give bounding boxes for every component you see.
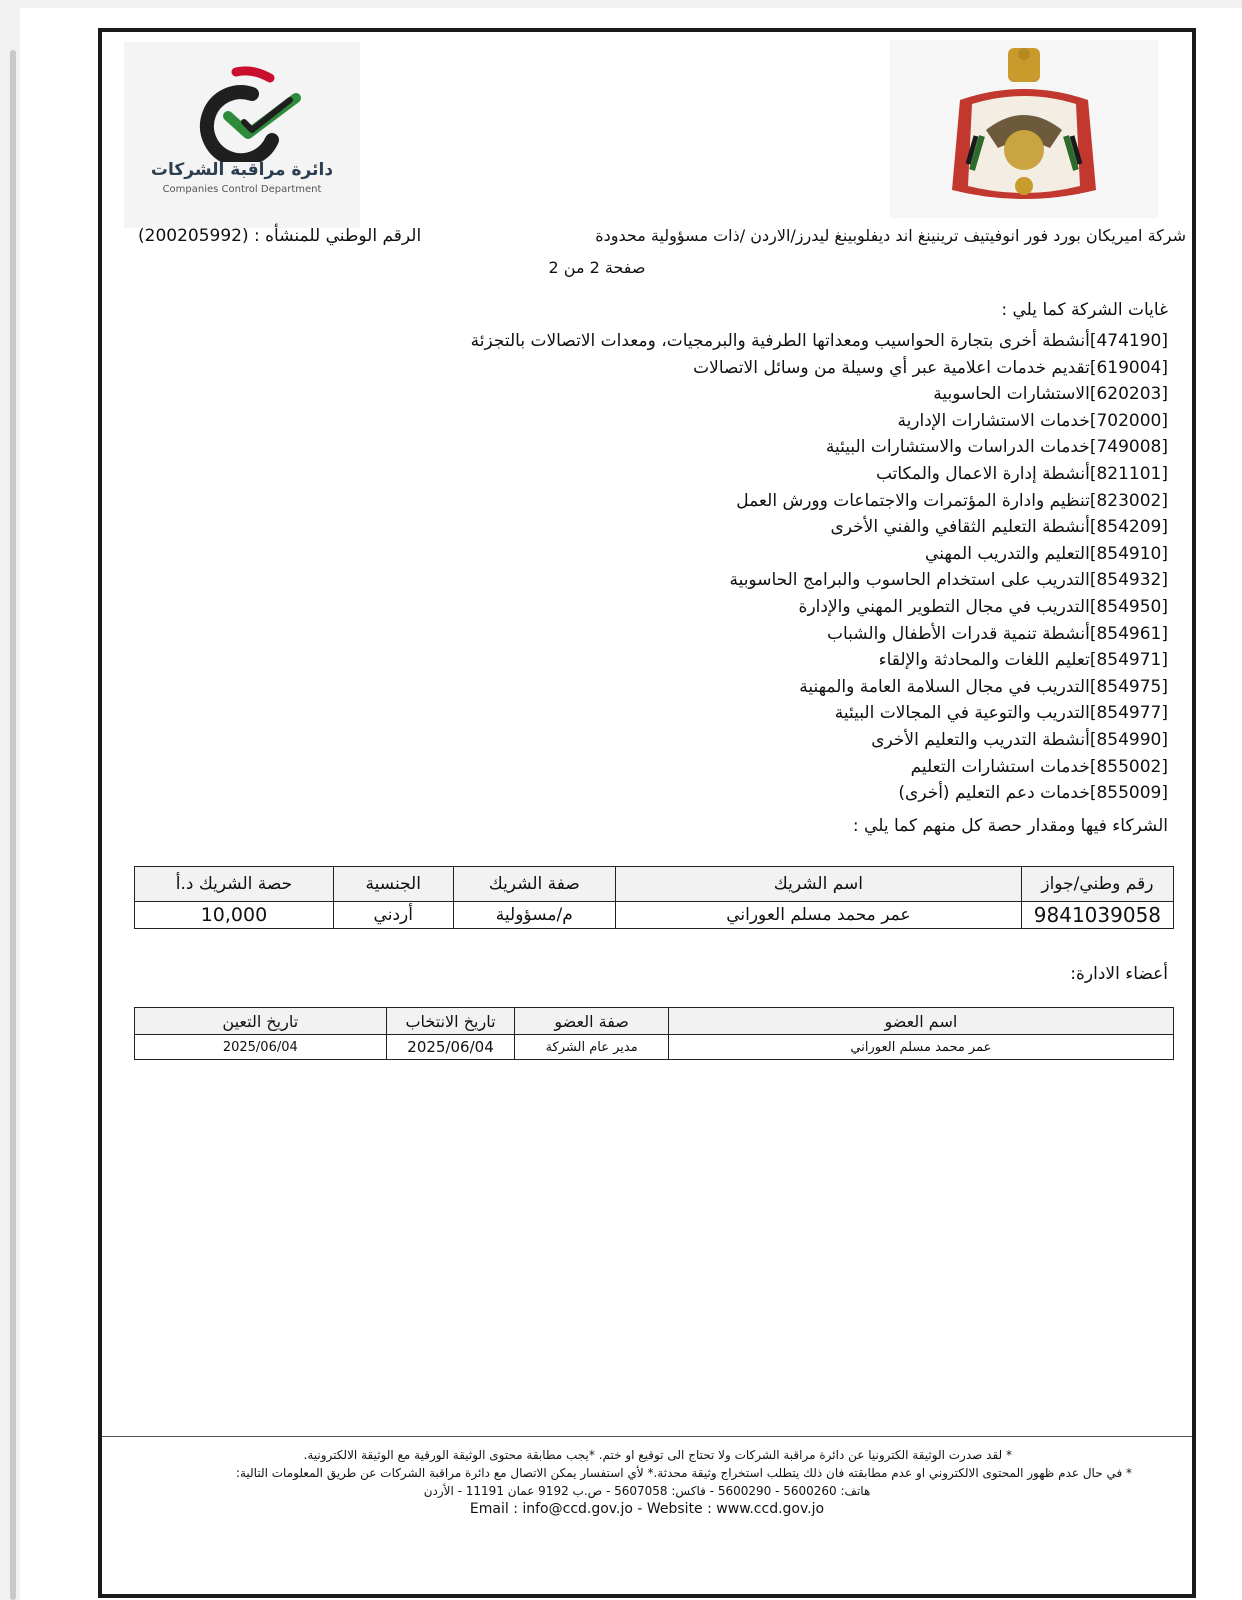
header-cell-capacity: صفة الشريك: [453, 867, 615, 902]
partner-name: عمر محمد مسلم العوراني: [615, 902, 1021, 929]
header-cell-nationality: الجنسية: [333, 867, 453, 902]
member-role: مدير عام الشركة: [515, 1035, 668, 1060]
purposes-title: غايات الشركة كما يلي :: [1001, 300, 1168, 320]
list-item: [749008]خدمات الدراسات والاستشارات البيئية: [825, 437, 1168, 458]
table-header-row: [135, 867, 1174, 902]
partner-share: 10,000: [135, 902, 334, 929]
partner-capacity: م/مسؤولية: [453, 902, 615, 929]
list-item: [619004]تقديم خدمات اعلامية عبر أي وسيلة من وسائل الاتصالات: [693, 357, 1168, 378]
appointment-date: 2025/06/04: [135, 1035, 387, 1060]
footer-notice-2: * في حال عدم ظهور المحتوى الالكتروني او عدم مطابقته فان ذلك يتطلب استخراج وثيقة محدثة.* لأي استفسار يمكن الاتصال مع دائرة مراقبة الشركات عن طريق المعلومات التالية:: [235, 1466, 1132, 1480]
list-item: [620203]الاستشارات الحاسوبية: [933, 384, 1168, 405]
partner-nationality: أردني: [333, 902, 453, 929]
header-cell-member-name: اسم العضو: [668, 1008, 1173, 1035]
table-row: [135, 1035, 1174, 1060]
footer-notice-1: * لقد صدرت الوثيقة الكترونيا عن دائرة مراقبة الشركات ولا تحتاج الى توقيع او ختم. *يجب مطابقة محتوى الوثيقة الورقية مع الوثيقة الالكترونية.: [303, 1448, 1012, 1462]
list-item: [474190]أنشطة أخرى بتجارة الحواسيب ومعداتها الطرفية والبرمجيات، ومعدات الاتصالات بالتجزئة: [470, 331, 1168, 351]
scrollbar[interactable]: [10, 50, 16, 1600]
member-name: عمر محمد مسلم العوراني: [668, 1035, 1173, 1060]
list-item: [854209]أنشطة التعليم الثقافي والفني الأخرى: [830, 517, 1168, 538]
partners-title: الشركاء فيها ومقدار حصة كل منهم كما يلي :: [852, 816, 1168, 836]
list-item: [821101]أنشطة إدارة الاعمال والمكاتب: [875, 463, 1168, 484]
partner-id: 9841039058: [1021, 902, 1173, 929]
ccd-checkmark-icon: [124, 42, 360, 162]
header-cell-share: حصة الشريك د.أ: [135, 867, 334, 902]
header-cell-name: اسم الشريك: [615, 867, 1021, 902]
table-row: [135, 902, 1174, 929]
list-item: [854977]التدريب والتوعية في المجالات البيئية: [834, 703, 1168, 724]
list-item: [855009]خدمات دعم التعليم (أخرى): [898, 783, 1168, 804]
header-cell-member-role: صفة العضو: [515, 1008, 668, 1035]
page-number-text: صفحة 2 من 2: [548, 258, 646, 277]
footer-email-website: Email : info@ccd.gov.jo - Website : www.ccd.gov.jo: [469, 1501, 825, 1517]
list-item: [855002]خدمات استشارات التعليم: [910, 756, 1168, 777]
company-name: شركة اميريكان بورد فور انوفيتيف ترينينغ اند ديفلوبينغ ليدرز/الاردن /ذات مسؤولية محدودة: [595, 226, 1186, 245]
list-item: [854950]التدريب في مجال التطوير المهني والإدارة: [798, 596, 1168, 617]
header-cell-election-date: تاريخ الانتخاب: [386, 1008, 515, 1035]
management-table: [134, 1007, 1174, 1060]
table-header-row: [135, 1008, 1174, 1035]
management-title: أعضاء الادارة:: [1070, 964, 1168, 984]
list-item: [854961]أنشطة تنمية قدرات الأطفال والشباب: [826, 623, 1168, 644]
logo-english-text: Companies Control Department: [162, 184, 322, 195]
header-cell-id: رقم وطني/جواز: [1021, 867, 1173, 902]
coat-of-arms-emblem: [890, 40, 1158, 218]
national-number: الرقم الوطني للمنشأه : (200205992): [138, 226, 422, 246]
coat-of-arms-icon: [890, 40, 1158, 218]
logo-arabic-text: دائرة مراقبة الشركات: [150, 160, 334, 180]
list-item: [854932]التدريب على استخدام الحاسوب والبرامج الحاسوبية: [729, 570, 1168, 591]
list-item: [702000]خدمات الاستشارات الإدارية: [897, 410, 1168, 431]
header-cell-appointment-date: تاريخ التعين: [135, 1008, 387, 1035]
page-sheet: [20, 8, 1242, 1600]
footer-divider: [102, 1436, 1192, 1437]
list-item: [823002]تنظيم وادارة المؤتمرات والاجتماعات وورش العمل: [736, 490, 1168, 511]
purposes-list: [471, 328, 1168, 807]
partners-table: [134, 866, 1174, 929]
footer: [102, 1446, 1192, 1518]
list-item: [854990]أنشطة التدريب والتعليم الأخرى: [871, 729, 1168, 750]
document-frame: [98, 28, 1196, 1598]
list-item: [854971]تعليم اللغات والمحادثة والإلقاء: [878, 650, 1168, 671]
election-date: 2025/06/04: [386, 1035, 515, 1060]
footer-contact: هاتف: 5600260 - 5600290 - فاكس: 5607058 - ص.ب 9192 عمان 11191 - الأردن: [423, 1484, 871, 1498]
page-number: [102, 258, 1192, 277]
ccd-logo: [124, 42, 360, 228]
list-item: [854975]التدريب في مجال السلامة العامة والمهنية: [799, 676, 1168, 697]
list-item: [854910]التعليم والتدريب المهني: [925, 543, 1168, 564]
